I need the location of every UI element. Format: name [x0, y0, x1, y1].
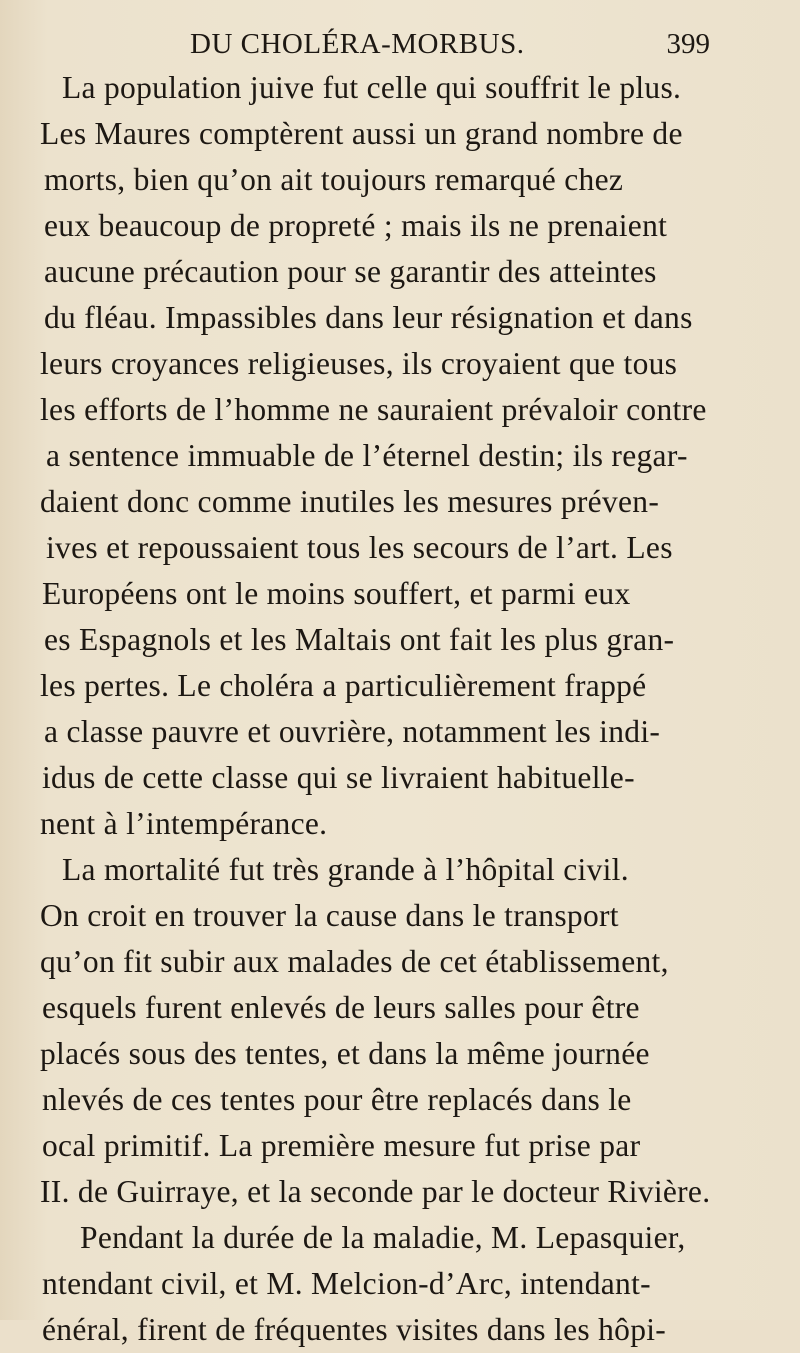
text-line: a sentence immuable de l’éternel destin; ils regar- — [46, 438, 688, 473]
page-number: 399 — [666, 28, 710, 60]
text-line: énéral, firent de fréquentes visites dans les hôpi- — [42, 1312, 667, 1347]
text-line: La mortalité fut très grande à l’hôpital civil. — [62, 852, 629, 887]
running-head: DU CHOLÉRA-MORBUS. — [190, 28, 525, 60]
text-line: morts, bien qu’on ait toujours remarqué chez — [44, 162, 624, 197]
text-line: aucune précaution pour se garantir des atteintes — [44, 254, 657, 289]
text-line: nent à l’intempérance. — [40, 806, 328, 841]
text-line: ives et repoussaient tous les secours de l’art. Les — [46, 530, 673, 565]
text-line: leurs croyances religieuses, ils croyaient que tous — [40, 346, 678, 381]
text-line: placés sous des tentes, et dans la même journée — [40, 1036, 650, 1071]
text-line: Les Maures comptèrent aussi un grand nombre de — [40, 116, 683, 151]
text-line: Pendant la durée de la maladie, M. Lepasquier, — [80, 1220, 686, 1255]
text-line: les pertes. Le choléra a particulièrement frappé — [40, 668, 647, 703]
text-line: II. de Guirraye, et la seconde par le docteur Rivière. — [40, 1174, 711, 1209]
text-line: qu’on fit subir aux malades de cet établissement, — [40, 944, 669, 979]
page-header — [60, 20, 710, 68]
text-line: les efforts de l’homme ne sauraient prévaloir contre — [40, 392, 707, 427]
text-line: ntendant civil, et M. Melcion-d’Arc, intendant- — [42, 1266, 651, 1301]
text-line: nlevés de ces tentes pour être replacés dans le — [42, 1082, 632, 1117]
text-line: idus de cette classe qui se livraient habituelle- — [42, 760, 635, 795]
text-line: On croit en trouver la cause dans le transport — [40, 898, 619, 933]
text-line: La population juive fut celle qui souffrit le plus. — [62, 70, 682, 105]
text-line: ocal primitif. La première mesure fut prise par — [42, 1128, 641, 1163]
text-line: Européens ont le moins souffert, et parmi eux — [42, 576, 631, 611]
text-line: eux beaucoup de propreté ; mais ils ne prenaient — [44, 208, 668, 243]
text-line: es Espagnols et les Maltais ont fait les plus gran- — [44, 622, 675, 657]
text-line: a classe pauvre et ouvrière, notamment les indi- — [44, 714, 661, 749]
text-line: du fléau. Impassibles dans leur résignation et dans — [44, 300, 693, 335]
text-line: esquels furent enlevés de leurs salles pour être — [42, 990, 640, 1025]
text-line: daient donc comme inutiles les mesures préven- — [40, 484, 660, 519]
